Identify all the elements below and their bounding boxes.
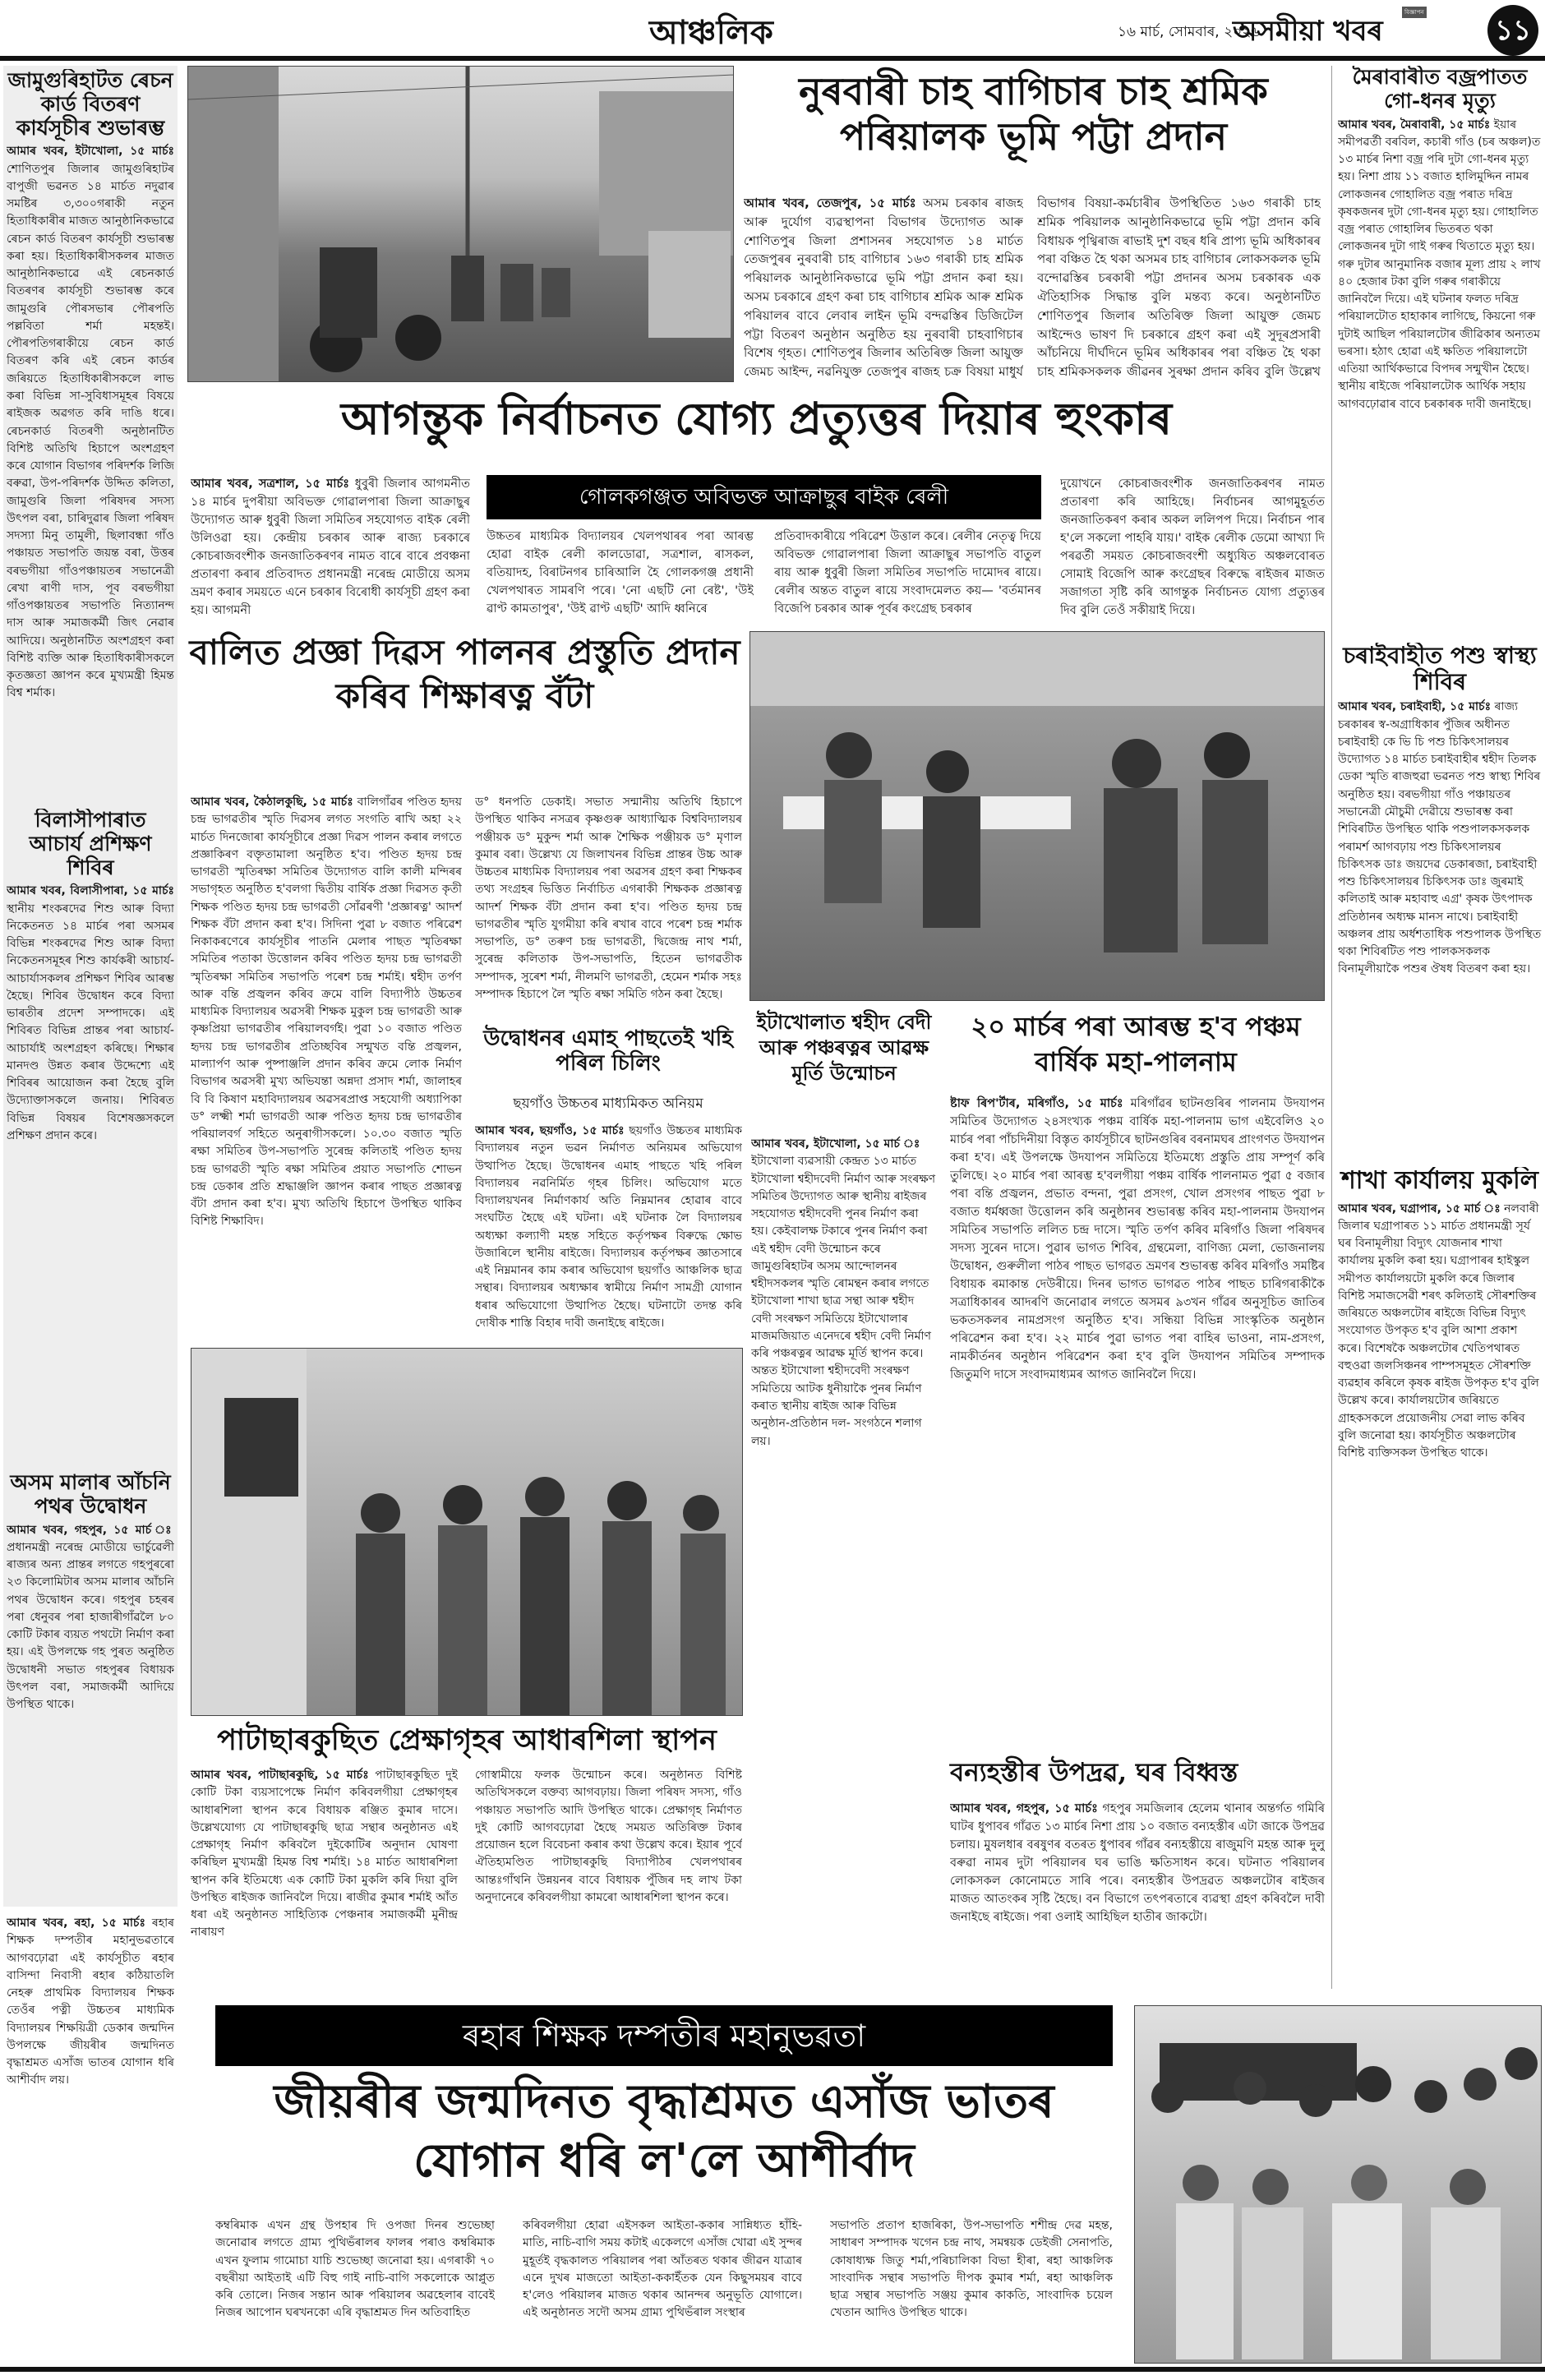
- story-body: অসম চৰকাৰ ৰাজহ আৰু দুৰ্যোগ ব্যৱস্থাপনা বিভাগৰ উদ্যোগত আৰু শোণিতপুৰ জিলা প্ৰশাসনৰ সহযোগত ১৪ মাৰ্চত তেজপুৰৰ নুৰবাৰী চাহ বাগিচাৰ ১৬৩ গৰাকী চাহ শ্ৰমিক পৰিয়ালক আনুষ্ঠানিকভাৱে ভূমি পট্টা প্ৰদান কৰা হয়। অসম চৰকাৰে গ্ৰহণ কৰা চাহ বাগিচাৰ শ্ৰমিক আৰু শ্ৰমিক পৰিয়ালৰ বাবে লেবাৰ লাইন ভূমি বন্দৱস্তিৰ ডিজিটেল পট্টা বিতৰণ অনুষ্ঠান অনুষ্ঠিত হয় নুৰবাৰী চাহবাগিচাৰ বিশেষ গৃহত। শোণিতপুৰ জিলাৰ অতিৰিক্ত জিলা আয়ুক্ত জেমচ আইন্দ, নৱনিযুক্ত তেজপুৰ ৰাজহ চক্ৰ বিষয়া মাধুৰ্য: [744, 196, 1023, 379]
- dateline: আমাৰ খবৰ, ইটাখোলা, ১৫ মাৰ্চ ঃ: [751, 1137, 920, 1151]
- photo-health-camp-image: [750, 632, 1325, 1001]
- story-auditorium-col2: গোস্বামীয়ে ফলক উন্মোচন কৰে। অনুষ্ঠানত বিশিষ্ট অতিথিসকলে বক্তব্য আগবঢ়ায়। জিলা পৰিষদ সদস্য, গাঁও পঞ্চায়ত সভাপতি আদি উপস্থিত থাকে। প্ৰেক্ষাগৃহ নিৰ্মাণত দুই কোটি আগবঢ়োৱা হৈছে সময়ত অতিৰিক্ত টকাৰ প্ৰয়োজন হলে বিবেচনা কৰাৰ কথা উল্লেখ কৰে। ইয়াৰ পূৰ্বে ঐতিহ্যমণ্ডিত পাটাছাৰকুছি বিদ্যাপীঠৰ খেলপথাৰৰ আন্তঃগাঁথনি উন্নয়নৰ বাবে বিধায়ক পুঁজিৰ দহ লাখ টকা অনুদানেৰে কৰিবলগীয়া কামৰো আধাৰশিলা স্থাপন কৰে।: [475, 1769, 742, 1904]
- banner-teacher-couple: ৰহাৰ শিক্ষক দম্পতীৰ মহানুভৱতা: [215, 2005, 1113, 2066]
- story-old-age-col1: কম্বৰিমাক এখন গ্ৰন্থ উপহাৰ দি ওপজা দিনৰ শুভেচ্ছা জনোৱাৰ লগতে গ্ৰাম্য পুথিভঁৰালৰ ফালৰ পৰাও কম্বৰিমাক এখন ফুলাম গামোচা যাচি শুভেচ্ছা জনোৱা হয়। এগৰাকী ৭০ বছৰীয়া আইতাই এটি বিহু গাই নাচি-বাগি সকলোকে আপ্লুত কৰি তোলে। নিজৰ সন্তান আৰু পৰিয়ালৰ অৱহেলাৰ বাবেই নিজৰ আপোন ঘৰখনকো এৰি বৃদ্ধাশ্ৰমত দিন অতিবাহিত: [215, 2219, 495, 2320]
- story-body: নলবাৰী জিলাৰ ঘগ্ৰাপাৰত ১১ মাৰ্চত প্ৰধানমন্ত্ৰী সূৰ্য ঘৰ বিনামূলীয়া বিদ্যুৎ যোজনাৰ শাখা কাৰ্যালয় মুকলি কৰা হয়। ঘগ্ৰাপাৰৰ হাইস্কুল সমীপত কাৰ্যালয়টো মুকলি কৰে জিলাৰ বিশিষ্ট সমাজসেৱী শৰৎ কলিতাই সৌৰশক্তিৰ জৰিয়তে অঞ্চলটোৰ ৰাইজে বিভিন্ন বিদ্যুৎ সংযোগত উপকৃত হ'ব বুলি আশা প্ৰকাশ কৰে। বিশেষকৈ অঞ্চলটোৰ খেতিপথাৰত বহুওৱা জলসিঞ্চনৰ পাম্পসমূহত সৌৰশক্তি ব্যৱহাৰ কৰিলে কৃষক ৰাইজ উপকৃত হ'ব বুলি উল্লেখ কৰে। কাৰ্যালয়টোৰ জৰিয়তে গ্ৰাহকসকলে প্ৰয়োজনীয় সেৱা লাভ কৰিব বুলি জনোৱা হয়। কাৰ্যসূচীত অঞ্চলটোৰ বিশিষ্ট ব্যক্তিসকল উপস্থিত থাকে।: [1338, 1202, 1539, 1460]
- story-election-col4: দুয়োখনে কোচৰাজবংশীক জনজাতিকৰণৰ নামত প্ৰতাৰণা কৰি আহিছে। নিৰ্বাচনৰ আগমুহূৰ্তত জনজাতিকৰণ কৰাৰ অকল ললিপপ দিয়ে। নিৰ্বাচন পাৰ হ'লে সকলো পাহৰি যায়।' বাইক ৰেলীক ডেমো আখ্যা দি পৰৱৰ্তী সময়ত কোচৰাজবংশী অধ্যুষিত অঞ্চলবোৰত সোমাই বিজেপি আৰু কংগ্ৰেছৰ বিৰুদ্ধে ৰাইজৰ মাজত সজাগতা সৃষ্টি কৰি আগন্তুক নিৰ্বাচনত যোগ্য প্ৰত্যুত্তৰ দিব বুলি তেওঁ সকীয়াই দিয়ে।: [1060, 477, 1325, 618]
- story-ration-card: [7, 69, 174, 800]
- photo-health-camp: [749, 631, 1325, 1001]
- subheadline-bike-rally: গোলকগঞ্জত অবিভক্ত আক্ৰাছুৰ বাইক ৰেলী: [487, 475, 1041, 519]
- subheadline-ceiling: ছয়গাঁও উচ্চতৰ মাধ্যমিকত অনিয়ম: [513, 1095, 703, 1112]
- footer-rule: [0, 2367, 1545, 2372]
- story-body: শোণিতপুৰ জিলাৰ জামুগুৰিহাটৰ বাপুজী ভৱনত ১৪ মাৰ্চত নদুৱাৰ সমষ্টিৰ ৩,৩০০গৰাকী নতুন হিতাধিকাৰীৰ মাজত আনুষ্ঠানিকভাৱে ৰেচন কাৰ্ড বিতৰণ কাৰ্যসূচী শুভাৰম্ভ কৰা হয়। হিতাধিকাৰীসকলৰ মাজত আনুষ্ঠানিকভাৱে এই ৰেচনকাৰ্ড বিতৰণৰ কাৰ্যসূচী শুভাৰম্ভ কৰে জামুগুৰি পৌৰসভাৰ পৌৰপতি পল্লবিতা শৰ্মা মহন্তই। পৌৰপতিগৰাকীয়ে ৰেচন কাৰ্ড বিতৰণ কৰি এই ৰেচন কাৰ্ডৰ জৰিয়তে হিতাধিকাৰীসকলে লাভ কৰা বিভিন্ন সা-সুবিধাসমূহৰ বিষয়ে ৰাইজক অৱগত কৰি দাঙি ধৰে। ৰেচনকাৰ্ড বিতৰণী অনুষ্ঠানটিত বিশিষ্ট অতিথি হিচাপে অংশগ্ৰহণ কৰে যোগান বিভাগৰ পৰিদৰ্শক লিজি বৰুৱা, উপ-পৰিদৰ্শক উদ্দিত কলিতা, জামুগুৰি জিলা পৰিষদৰ সদস্য উৎপল বৰা, চাৰিদুৱাৰ জিলা পৰিষদ সদস্যা মিনু তামুলী, ছিলাবন্ধা গাঁও পঞ্চায়ত সভাপতি জয়ন্ত বৰা, উত্তৰ বৰভগীয়া গাঁওপঞ্চায়তৰ সভানেত্ৰী ৰেখা ৰাণী দাস, পূব বৰভগীয়া গাঁওপঞ্চায়তৰ সভাপতি নিত্যানন্দ দাস আৰু সমাজকৰ্মী জিৎ নেৱাৰ আদিয়ে। অনুষ্ঠানটিত অংশগ্ৰহণ কৰা বিশিষ্ট ব্যক্তি আৰু হিতাধিকাৰীসকলে কৃতজ্ঞতা জ্ঞাপন কৰে মুখ্যমন্ত্ৰী হিমন্ত বিশ্ব শৰ্মাক।: [7, 162, 174, 700]
- photo-foundation-stone: [191, 1348, 743, 1716]
- story-body: পাটাছাৰকুছিত দুই কোটি টকা ব্যয়সাপেক্ষে নিৰ্মাণ কৰিবলগীয়া প্ৰেক্ষাগৃহৰ আধাৰশিলা স্থাপন কৰে বিধায়ক ৰঞ্জিত কুমাৰ দাসে। উল্লেখযোগ্য যে পাটাছাৰকুছি ছাত্ৰ সন্থাৰ অনুষ্ঠানত এই প্ৰেক্ষাগৃহ নিৰ্মাণ কৰিবলৈ দুইকোটিৰ অনুদান ঘোষণা কৰিছিল মুখ্যমন্ত্ৰী হিমন্ত বিশ্ব শৰ্মাই। ১৪ মাৰ্চত আধাৰশিলা স্থাপন কৰি ইতিমধ্যে এক কোটি টকা মুকলি কৰি দিয়া বুলি উপস্থিত ৰাইজক জানিবলৈ দিয়ে। ৰাজীৱ কুমাৰ শৰ্মাই আঁত ধৰা এই অনুষ্ঠানত সাহিত্যিক পেঞ্চনাৰ সমাজকৰ্মী মুনীন্দ্ৰ নাৰায়ণ: [191, 1769, 458, 1940]
- dateline: আমাৰ খবৰ, পাটাছাৰকুছি, ১৫ মাৰ্চঃ: [191, 1769, 369, 1782]
- issue-date: ১৬ মাৰ্চ, সোমবাৰ, ২০২৬: [1118, 24, 1261, 40]
- story-palnam-body: [950, 1095, 1325, 1744]
- headline-old-age-home: জীয়ৰীৰ জন্মদিনত বৃদ্ধাশ্ৰমত এসাঁজ ভাতৰ যোগান ধৰি ল'লে আশীৰ্বাদ: [274, 2074, 1054, 2188]
- dateline: আমাৰ খবৰ, ইটাখোলা, ১৫ মাৰ্চঃ: [7, 145, 174, 159]
- story-body: ইয়াৰ সমীপৱৰ্তী বৰবিল, কচাৰী গাঁও (চৰ অঞ্চল)ত ১৩ মাৰ্চৰ নিশা বজ্ৰ পৰি দুটা গো-ধনৰ মৃত্যু হয়। নিশা প্ৰায় ১১ বজাত হালিমুদ্দিন নামৰ লোকজনৰ গোহালিত বজ্ৰ পৰাত দৰিদ্ৰ কৃষকজনৰ দুটা গো-ধনৰ মৃত্যু হয়। গোহালিত বজ্ৰ পৰাত গোহালিৰ ভিতৰত থকা লোকজনৰ দুটা গাই গৰুৰ থিতাতে মৃত্যু হয়। গৰু দুটাৰ আনুমানিক বজাৰ মূল্য প্ৰায় ২ লাখ ৪০ হেজাৰ টকা বুলি গৰুৰ গৰাকীয়ে জানিবলৈ দিয়ে। এই ঘটনাৰ ফলত দৰিদ্ৰ পৰিয়ালটোত হাহাকাৰ লাগিছে, কিয়নো গৰু দুটাই আছিল পৰিয়ালটোৰ জীৱিকাৰ অন্যতম ভৰসা। হঠাৎ হোৱা এই ক্ষতিত পৰিয়ালটো এতিয়া আৰ্থিকভাৱে বিপদৰ সন্মুখীন হৈছে। স্থানীয় ৰাইজে পৰিয়ালটোক আৰ্থিক সহায় আগবঢ়োৱাৰ বাবে চৰকাৰক দাবী জনাইছে।: [1338, 118, 1541, 411]
- dateline: আমাৰ খবৰ, বিলাসীপাৰা, ১৫ মাৰ্চঃ: [7, 884, 174, 898]
- photo-old-age-home-image: [1135, 2006, 1542, 2364]
- story-tea-garden-col2: বিভাগৰ বিষয়া-কৰ্মচাৰীৰ উপস্থিতিত ১৬৩ গৰাকী চাহ শ্ৰমিক পৰিয়ালক আনুষ্ঠানিকভাৱে ভূমি পট্টা প্ৰদান কৰি বিধায়ক পৃথ্বিৰাজ ৰাভাই দুশ বছৰ ধৰি প্ৰাপ্য ভূমি অধিকাৰৰ পৰা বঞ্চিত হৈ থকা অসমৰ চাহ বাগিচাৰ লোকসকলক ভূমি বন্দোৱস্তিৰ চৰকাৰী পট্টা প্ৰদানৰ অসম চৰকাৰক এক ঐতিহাসিক সিদ্ধান্ত বুলি মন্তব্য কৰে। অনুষ্ঠানটিত শোণিতপুৰ জিলাৰ অতিৰিক্ত জিলা আয়ুক্ত জেমচ আইন্দেও ভাষণ দি চৰকাৰে গ্ৰহণ কৰা এই সুদূৰপ্ৰসাৰী আঁচনিয়ে দীৰ্ঘদিনে ভূমিৰ অধিকাৰৰ পৰা বঞ্চিত হৈ থকা চাহ শ্ৰমিকসকলক জীৱনৰ সুৰক্ষা প্ৰদান কৰিব বুলি উল্লেখ: [1037, 196, 1321, 379]
- story-body: ইটাখোলা ব্যৱসায়ী কেন্দ্ৰত ১৩ মাৰ্চত ইটাখোলা শ্বহীদবেদী নিৰ্মাণ আৰু সংৰক্ষণ সমিতিৰ উদ্যোগত আৰু স্থানীয় ৰাইজৰ সহযোগত শ্বহীদবেদী পুনৰ নিৰ্মাণ কৰা হয়। কেইবালক্ষ টকাৰে পুনৰ নিৰ্মাণ কৰা এই শ্বহীদ বেদী উন্মোচন কৰে জামুগুৰিহাটৰ অসম আন্দোলনৰ শ্বহীদসকলৰ স্মৃতি ৰোমন্থন কৰাৰ লগতে ইটাখোলা শাখা ছাত্ৰ সন্থা আৰু শ্বহীদ বেদী সংৰক্ষণ সমিতিয়ে ইটাখোলাৰ মাজমজিয়াত এনেদৰে শ্বহীদ বেদী নিৰ্মাণ কৰি পঞ্চৰত্নৰ আৱক্ষ মূৰ্তি স্থাপন কৰে। অন্তত ইটাখোলা শ্বহীদবেদী সংৰক্ষণ সমিতিয়ে আটক ধুনীয়াকৈ পুনৰ নিৰ্মাণ কৰাত স্থানীয় ৰাইজ আৰু বিভিন্ন অনুষ্ঠান-প্ৰতিষ্ঠান দল- সংগঠনে শলাগ লয়।: [751, 1155, 936, 1448]
- headline-auditorium: পাটাছাৰকুছিত প্ৰেক্ষাগৃহৰ আধাৰশিলা স্থাপন: [217, 1723, 717, 1757]
- story-body: বালিগাঁৱৰ পণ্ডিত হৃদয় চন্দ্ৰ ভাগৱতীৰ স্মৃতি দিৱসৰ লগত সংগতি ৰাখি অহা ২২ মাৰ্চত দিনজোৰা কাৰ্যসূচীৰে প্ৰজ্ঞা দিৱস পালন কৰাৰ লগতে প্ৰজ্ঞাকিৰণ বক্তৃতামালা অনুষ্ঠিত হ'ব। পণ্ডিত হৃদয় চন্দ্ৰ ভাগৱতী স্মৃতিৰক্ষা সমিতিৰ উদ্যোগত বালি কালী মন্দিৰৰ সভাগৃহত অনুষ্ঠিত হ'বলগা দ্বিতীয় বাৰ্ষিক প্ৰজ্ঞা দিৱসত কৃতী শিক্ষক পণ্ডিত হৃদয় চন্দ্ৰ ভাগৱতী সোঁৱৰণী 'প্ৰজ্ঞাৰত্ন' আদৰ্শ শিক্ষক বঁটা প্ৰদান কৰা হ'ব। সিদিনা পুৱা ৮ বজাত পৰিৱেশ নিকাকৰণেৰে কাৰ্যসূচীৰ পাতনি মেলাৰ পাছত স্মৃতিৰক্ষা সমিতিৰ পতাকা উত্তোলন কৰিব পণ্ডিত হৃদয় চন্দ্ৰ ভাগৱতী স্মৃতিৰক্ষা সমিতিৰ সভাপতি পৰেশ চন্দ্ৰ শৰ্মাই। শ্বহীদ তৰ্পণ আৰু বন্তি প্ৰজ্বলন কৰিব ক্ৰমে বালি বিদ্যাপীঠ উচ্চতৰ মাধ্যমিক বিদ্যালয়ৰ অৱসৰী শিক্ষক মুকুল চন্দ্ৰ ভাগৱতী আৰু কৃষ্ণপ্ৰিয়া ভাগৱতীৰ পৰিয়ালবৰ্গই। পুৱা ১০ বজাত পণ্ডিত হৃদয় চন্দ্ৰ ভাগৱতীৰ প্ৰতিচ্ছবিৰ সন্মুখত বন্তি প্ৰজ্বলন, মাল্যাৰ্পণ আৰু পুষ্পাঞ্জলি প্ৰদান কৰিব ক্ৰমে লোক নিৰ্মাণ বিভাগৰ অৱসৰী মুখ্য অভিযন্তা অন্নদা প্ৰসাদ শৰ্মা, জালাহৰ বি বি কিষাণ মহাবিদ্যালয়ৰ অৱসৰপ্ৰাপ্ত সহযোগী অধ্যাপিকা ড° লক্ষ্মী শৰ্মা ভাগৱতী আৰু পণ্ডিত হৃদয় চন্দ্ৰ ভাগৱতীৰ পৰিয়ালবৰ্গ সহিতে অনুৰাগীসকলে। ১০.৩০ বজাত স্মৃতি ৰক্ষা সমিতিৰ উপ-সভাপতি সুৰেন্দ্ৰ কলিতাই পণ্ডিত হৃদয় চন্দ্ৰ ভাগৱতী স্মৃতি ৰক্ষা সমিতিৰ প্ৰয়াত সভাপতি শোভন চন্দ্ৰ ডেকাৰ প্ৰতি শ্ৰদ্ধাঞ্জলি জ্ঞাপন কৰাৰ পাছত প্ৰজ্ঞাৰত্ন বঁটা প্ৰদান কৰা হ'ব। মুখ্য অতিথি হিচাপে উপস্থিত থাকিব বিশিষ্ট শিক্ষাবিদ।: [191, 796, 462, 1229]
- story-prajna-col2: ড° ধনপতি ডেকাই। সভাত সন্মানীয় অতিথি হিচাপে উপস্থিত থাকিব নসত্ৰৰ কৃষ্ণগুৰু আধ্যাত্মিক বিশ্ববিদ্যালয়ৰ পঞ্জীয়ক ড° মুকুন্দ শৰ্মা আৰু শৈক্ষিক পঞ্জীয়ক ড° মৃণাল কুমাৰ বৰা। উল্লেখ্য যে জিলাখনৰ বিভিন্ন প্ৰান্তৰ উচ্চ আৰু উচ্চতৰ মাধ্যমিক বিদ্যালয়ৰ পৰা অৱসৰ গ্ৰহণ কৰা শিক্ষকৰ তথ্য সংগ্ৰহৰ ভিত্তিত নিৰ্বাচিত এগৰাকী শিক্ষকক প্ৰজ্ঞাৰত্ন আদৰ্শ শিক্ষক বঁটা প্ৰদান কৰা হ'ব। পণ্ডিত হৃদয় চন্দ্ৰ ভাগৱতীৰ স্মৃতি যুগমীয়া কৰি ৰখাৰ বাবে পৰেশ চন্দ্ৰ শৰ্মাক সভাপতি, ড° তৰুণ চন্দ্ৰ ভাগৱতী, দ্বিজেন্দ্ৰ নাথ শৰ্মা, সুৰেন্দ্ৰ কলিতাক উপ-সভাপতি, হিতেন ভাগৱতীক সম্পাদক, সুৰেশ শৰ্মা, নীলমণি ভাগৱতী, হেমেন শৰ্মাক সহঃ সম্পাদক হিচাপে লৈ স্মৃতি ৰক্ষা সমিতি গঠন কৰা হৈছে।: [475, 796, 742, 1001]
- dateline: আমাৰ খবৰ, তেজপুৰ, ১৫ মাৰ্চঃ: [744, 196, 916, 210]
- story-branch-office: [1338, 1167, 1542, 1989]
- story-body: মৰিগাঁৱৰ ছাটনগুৰিৰ পালনাম উদযাপন সমিতিৰ উদ্যোগত ২৪সংখ্যক পঞ্চম বাৰ্ষিক মহা-পালনাম ভাগ এইবেলিও ২০ মাৰ্চৰ পৰা পাঁচদিনীয়া বিস্তৃত কাৰ্যসূচীৰে ছাটনগুৰিৰ বৰনামঘৰ প্ৰাংগণত উদযাপন কৰা হ'ব। এই উপলক্ষে উদযাপন সমিতিয়ে ইতিমধ্যে প্ৰস্তুতি প্ৰায় সম্পূৰ্ণ কৰি তুলিছে। ২০ মাৰ্চৰ পৰা আৰম্ভ হ'বলগীয়া পঞ্চম বাৰ্ষিক পালনামত পুৱা ৫ বজাৰ পৰা বন্তি প্ৰজ্বলন, প্ৰভাত বন্দনা, পুৱা প্ৰসংগ, খোল প্ৰসংগৰ পাছত পুৱা ৮ বজাত ধৰ্মধ্বজা উত্তোলন কৰি অনুষ্ঠানৰ শুভাৰম্ভ কৰিব মহা-পালনাম উদযাপন সমিতিৰ সভাপতি ললিত চন্দ্ৰ দাসে। স্মৃতি তৰ্পণ কৰিব মৰিগাঁও জিলা পৰিষদৰ সদস্য সুৰেন দাসে। পুৱাৰ ভাগত শিবিৰ, গ্ৰন্থমেলা, বাণিজ্য মেলা, ভোজনালয় উদ্বোধন, গুৰুলীলা পাঠৰ পাছত ভাগৱত ভ্ৰমণৰ শুভাৰম্ভ কৰিব মৰিগাঁও সমষ্টিৰ বিধায়ক ৰমাকান্ত দেউৰীয়ে। দিনৰ ভাগত ভাগৱত পাঠৰ পাছত চাৰিগৰাকীকৈ সত্ৰাধিকাৰৰ আদৰণি জনোৱাৰ লগতে অসমৰ ৯৩খন গাঁৱৰ অনুসূচিত জাতিৰ ভকতসকলৰ নামপ্ৰসংগ অনুষ্ঠিত হ'ব। সন্ধিয়া বিভিন্ন সাংস্কৃতিক অনুষ্ঠান পৰিৱেশন কৰা হ'ব। ২২ মাৰ্চৰ পুৱা ভাগত পৰা বাহিৰ ভাওনা, নাম-প্ৰসংগ, নামকীৰ্তনৰ অনুষ্ঠান পৰিৱেশন কৰা হ'ব বুলি উদযাপন সমিতিৰ সম্পাদক জিতুমণি দাসে সংবাদমাধ্যমৰ আগত জানিবলৈ দিয়ে।: [950, 1097, 1325, 1382]
- story-body: ৰাজ্য চৰকাৰৰ স্ব-অগ্ৰাধিকাৰ পুঁজিৰ অধীনত চৰাইবাহী কে ভি চি পশু চিকিৎসালয়ৰ উদ্যোগত ১৪ মাৰ্চত চৰাইবাহীৰ শ্বহীদ তিলক ডেকা স্মৃতি ৰাজহুৱা ভৱনত পশু স্বাস্থ্য শিবিৰ অনুষ্ঠিত হয়। বৰভগীয়া গাঁও পঞ্চায়তৰ সভানেত্ৰী মৌচুমী দেৱীয়ে শুভাৰম্ভ কৰা শিবিৰটিত উপস্থিত থাকি পশুপালকসকলক পৰামৰ্শ আগবঢ়ায় পশু চিকিৎসালয়ৰ চিকিৎসক ডাঃ জয়দেৱ ডেকাৰজা, চৰাইবাহী পশু চিকিৎসালয়ৰ চিকিৎসক ডাঃ জুৰমাই কলিতাই আৰু মহাবাহু এগ্ৰ' কৃষক উৎপাদক প্ৰতিষ্ঠানৰ অধ্যক্ষ মানস নাথে। চৰাইবাহী অঞ্চলৰ প্ৰায় অৰ্ধশতাধিক পশুপালক উপস্থিত থকা শিবিৰটিত পশু পালকসকলক বিনামূলীয়াকৈ পশুৰ ঔষধ বিতৰণ কৰা হয়।: [1338, 700, 1542, 976]
- brand-tag: বিজ্ঞাপন: [1402, 7, 1427, 18]
- story-election-col3: প্ৰতিবাদকাৰীয়ে পৰিৱেশ উত্তাল কৰে। ৰেলীৰ নেতৃত্ব দিয়ে অবিভক্ত গোৱালপাৰা জিলা আক্ৰাছুৰ সভাপতি বাতুল ৰায় আৰু ধুবুৰী জিলা সমিতিৰ সভাপতি দামোদৰ ৰায়ে। ৰেলীৰ অন্তত বাতুল ৰায়ে সংবাদমেলত কয়— 'বৰ্তমানৰ বিজেপি চৰকাৰ আৰু পূৰ্বৰ কংগ্ৰেছ চৰকাৰ: [774, 530, 1041, 616]
- dateline: আমাৰ খবৰ, ঘগ্ৰাপাৰ, ১৫ মাৰ্চ ঃ: [1338, 1202, 1501, 1215]
- headline: মৈৰাবাৰীত বজ্ৰপাতত গো-ধনৰ মৃত্যু: [1352, 66, 1528, 113]
- section-title: আঞ্চলিক: [649, 13, 773, 52]
- photo-bike-rally-image: [188, 67, 734, 382]
- headline-ceiling-collapse: উদ্বোধনৰ এমাহ পাছতেই খহি পৰিল চিলিং: [483, 1026, 733, 1076]
- headline: চৰাইবাহীত পশু স্বাস্থ্য শিবিৰ: [1343, 643, 1537, 696]
- story-animal-health: [1338, 643, 1542, 1152]
- story-elephant-body: [950, 1800, 1325, 1985]
- dateline: আমাৰ খবৰ, কৈঠালকুছি, ১৫ মাৰ্চঃ: [191, 796, 353, 809]
- photo-old-age-home: [1134, 2005, 1542, 2364]
- story-election-col1: [191, 475, 470, 623]
- story-body: স্থানীয় শংকৰদেৱ শিশু আৰু বিদ্যা নিকেতনত ১৪ মাৰ্চৰ পৰা অসমৰ বিভিন্ন শংকৰদেৱ শিশু আৰু বিদ্যা নিকেতনসমূহৰ শিশু কাৰ্যকৰী আচাৰ্য-আচাৰ্যাসকলৰ প্ৰশিক্ষণ শিবিৰ আৰম্ভ হৈছে। শিবিৰ উদ্বোধন কৰে বিদ্যা ভাৰতীৰ প্ৰদেশ সম্পাদকে। এই শিবিৰত বিভিন্ন প্ৰান্তৰ পৰা আচাৰ্য-আচাৰ্যাই অংশগ্ৰহণ কৰিছে। শিক্ষাৰ মানদণ্ড উন্নত কৰাৰ উদ্দেশ্যে এই শিবিৰৰ আয়োজন কৰা হৈছে বুলি উদ্যোক্তাসকলে জনায়। শিবিৰত বিভিন্ন বিষয়ৰ বিশেষজ্ঞসকলে প্ৰশিক্ষণ প্ৰদান কৰে।: [7, 902, 174, 1142]
- brand-logo: অসমীয়া খবৰ: [1233, 15, 1383, 48]
- column-divider: [1331, 66, 1332, 1989]
- headline: বিলাসীপাৰাত আচাৰ্য প্ৰশিক্ষণ শিবিৰ: [29, 809, 152, 879]
- photo-foundation-stone-image: [191, 1349, 743, 1716]
- story-auditorium-col1: [191, 1767, 458, 1985]
- headline: জামুগুৰিহাটত ৰেচন কাৰ্ড বিতৰণ কাৰ্যসূচীৰ শুভাৰম্ভ: [7, 69, 173, 140]
- story-raha-cont: [7, 1915, 174, 2363]
- dateline: আমাৰ খবৰ, ৰহা, ১৫ মাৰ্চঃ: [7, 1916, 145, 1930]
- story-body: গহপুৰ সমজিলাৰ হেলেম থানাৰ অন্তৰ্গত গমিৰি ঘাটৰ ধুপাবৰ গাঁৱত ১৩ মাৰ্চৰ নিশা প্ৰায় ১০ বজাত বন্যহস্তীৰ এটা জাকে উপদ্ৰৱ চলায়। মুষলধাৰ বৰষুণৰ বতৰত ধুপাবৰ গাঁৱৰ বন্যহস্তীয়ে ৰাজুমণি মহন্ত আৰু দুলু বৰুৱা নামৰ দুটা পৰিয়ালৰ ঘৰ ভাঙি ক্ষতিসাধন কৰে। ঘটনাত পৰিয়ালৰ লোকসকল কোনোমতে সাৰি পৰে। বন্যহস্তীৰ উপদ্ৰৱত অঞ্চলটোৰ ৰাইজৰ মাজত আতংকৰ সৃষ্টি হৈছে। বন বিভাগে তৎপৰতাৰে ব্যৱস্থা গ্ৰহণ কৰিবলৈ দাবী জনাইছে ৰাইজে। পৰা ওলাই আহিছিল হাতীৰ জাকটো।: [950, 1802, 1325, 1925]
- headline-wild-elephant: বন্যহস্তীৰ উপদ্ৰৱ, ঘৰ বিধ্বস্ত: [950, 1758, 1238, 1787]
- dateline: আমাৰ খবৰ, ছয়গাঁও, ১৫ মাৰ্চঃ: [475, 1124, 625, 1137]
- masthead: [0, 0, 1545, 58]
- dateline: আমাৰ খবৰ, চৰাইবাহী, ১৫ মাৰ্চঃ: [1338, 700, 1492, 714]
- headline-tea-garden: নুৰবাৰী চাহ বাগিচাৰ চাহ শ্ৰমিক পৰিয়ালক ভূমি পট্টা প্ৰদান: [799, 69, 1268, 159]
- story-body: প্ৰধানমন্ত্ৰী নৰেন্দ্ৰ মোডীয়ে ভাৰ্চুৱেলী ৰাজ্যৰ অন্য প্ৰান্তৰ লগতে গহপুৰৰো ২৩ কিলোমিটাৰ অসম মালাৰ আঁচনি পথৰ উদ্বোধন কৰে। গহপুৰ চহৰৰ পৰা ধেনুবৰ পৰা হাজাৰীগাঁৱলৈ ৮০ কোটি টকাৰ ব্যয়ত পথটো নিৰ্মাণ কৰা হয়। এই উপলক্ষে গহ পুৰত অনুষ্ঠিত উদ্বোধনী সভাত গহপুৰৰ বিধায়ক উৎপল বৰা, সমাজকৰ্মী আদিয়ে উপস্থিত থাকে।: [7, 1540, 174, 1712]
- story-training-camp: [7, 809, 174, 1351]
- story-tea-garden-col1: [744, 194, 1023, 379]
- story-martyr-body: [751, 1136, 936, 1999]
- dateline: ষ্টাফ ৰিপ'ৰ্টাৰ, মৰিগাঁও, ১৫ মাৰ্চঃ: [950, 1097, 1123, 1110]
- headline: শাখা কাৰ্যালয় মুকলি: [1340, 1167, 1539, 1195]
- header-rule: [0, 56, 1545, 61]
- headline-prajna-divas: বালিত প্ৰজ্ঞা দিৱস পালনৰ প্ৰস্তুতি প্ৰদান কৰিব শিক্ষাৰত্ন বঁটা: [189, 632, 740, 716]
- photo-bike-rally: [187, 66, 734, 382]
- story-body: ছয়গাঁও উচ্চতৰ মাধ্যমিক বিদ্যালয়ৰ নতুন ভৱন নিৰ্মাণত অনিয়মৰ অভিযোগ উত্থাপিত হৈছে। উদ্বোধনৰ এমাহ পাছতে খহি পৰিল বিদ্যালয়ৰ নৱনিৰ্মিত গৃহৰ চিলিং। অভিযোগ মতে বিদ্যালয়খনৰ নিৰ্মাণকাৰ্য অতি নিম্নমানৰ হোৱাৰ বাবে সংঘটিত হৈছে এই ঘটনা। এই ঘটনাক লৈ বিদ্যালয়ৰ অধ্যক্ষা কল্যাণী মহন্ত সহিতে কৰ্তৃপক্ষৰ বিৰুদ্ধে ক্ষোভ উজাৰিলে স্থানীয় ৰাইজে। বিদ্যালয়ৰ কৰ্তৃপক্ষৰ জ্ঞাতসাৰে এই নিম্নমানৰ কাম কৰাৰ অভিযোগ ছয়গাঁও আঞ্চলিক ছাত্ৰ সন্থাৰ। বিদ্যালয়ৰ অধ্যক্ষাৰ স্বামীয়ে নিৰ্মাণ সামগ্ৰী যোগান ধৰাৰ অভিযোগো উত্থাপিত হৈছে। ঘটনাটো তদন্ত কৰি দোষীক শাস্তি বিহাৰ দাবী জনাইছে ৰাইজে।: [475, 1124, 742, 1330]
- story-lightning: [1338, 66, 1542, 633]
- dateline: আমাৰ খবৰ, গহপুৰ, ১৫ মাৰ্চঃ: [950, 1802, 1098, 1815]
- headline: অসম মালাৰ আঁচনি পথৰ উদ্বোধন: [10, 1471, 171, 1518]
- dateline: আমাৰ খবৰ, গহপুৰ, ১৫ মাৰ্চ ঃ: [7, 1523, 174, 1537]
- story-old-age-col2: কৰিবলগীয়া হোৱা এইসকল আইতা-ককাৰ সান্নিধ্যত হাঁহি-মাতি, নাচি-বাগি সময় কটাই একেলগে এসাঁজ খোৱা এই সুন্দৰ মুহূৰ্তই বৃদ্ধকালত পৰিয়ালৰ পৰা আঁতৰত থকাৰ জীৱন যাত্ৰাৰ এনে দুখৰ মাজতো আইতা-ককাইঁতক যেন কিছুসময়ৰ বাবে হ'লেও পৰিয়ালৰ মাজত থকাৰ আনন্দৰ অনুভূতি যোগালে। এই অনুষ্ঠানত সদৌ অসম গ্ৰাম্য পুথিভঁৰাল সংস্থাৰ: [523, 2219, 802, 2320]
- story-asom-mala: [7, 1471, 174, 1898]
- story-election-col2: উচ্চতৰ মাধ্যমিক বিদ্যালয়ৰ খেলপথাৰৰ পৰা আৰম্ভ হোৱা বাইক ৰেলী কালডোৱা, সত্ৰশাল, ৰাসকল, বতিয়াদহ, বিৰাটনগৰ চাৰিআলি হৈ গোলকগঞ্জ প্ৰধানী খেলপথাৰত সামৰণি পৰে। 'নো এছটি নো ৰেষ্ট', 'উই ৱাণ্ট কামতাপুৰ', 'উই ৱাণ্ট এছটি' আদি ধ্বনিৰে: [487, 530, 754, 616]
- story-old-age-col3: সভাপতি প্ৰতাপ হাজৰিকা, উপ-সভাপতি শশীন্দ্ৰ দেৱ মহন্ত, সাধাৰণ সম্পাদক খগেন চন্দ্ৰ নাথ, সমন্বয়ক ডেইজী সেনাপতি, কোষাধ্যক্ষ জিতু শৰ্মা,পৰিচালিকা বিভা হীৰা, ৰহা আঞ্চলিক সাংবাদিক সন্থাৰ সভাপতি দীপক কুমাৰ শৰ্মা, ৰহা আঞ্চলিক ছাত্ৰ সন্থাৰ সভাপতি সঞ্জয় কুমাৰ কাকতি, সাংবাদিক চয়েল খেতান আদিও উপস্থিত থাকে।: [830, 2219, 1113, 2320]
- story-body: ধুবুৰী জিলাৰ আগমনীত ১৪ মাৰ্চৰ দুপৰীয়া অবিভক্ত গোৱালপাৰা জিলা আক্ৰাছুৰ উদ্যোগত আৰু ধুবুৰী জিলা সমিতিৰ সহযোগত বাইক ৰেলী উলিওৱা হয়। কেন্দ্ৰীয় চৰকাৰ আৰু ৰাজ্য চৰকাৰে কোচৰাজবংশীক জনজাতিকৰণৰ নামত বাৰে বাৰে প্ৰবঞ্চনা প্ৰতাৰণা কৰাৰ প্ৰতিবাদত প্ৰধানমন্ত্ৰী নৰেন্দ্ৰ মোডীয়ে অসম ভ্ৰমণ কৰাৰ সময়তে এনে চৰকাৰ বিৰোধী কাৰ্যসূচী গ্ৰহণ কৰা হয়। আগমনী: [191, 477, 470, 618]
- page-number-badge: ১১: [1487, 5, 1538, 56]
- headline-election: আগন্তুক নিৰ্বাচনত যোগ্য প্ৰত্যুত্তৰ দিয়াৰ হুংকাৰ: [340, 392, 1173, 445]
- headline-martyr-altar: ইটাখোলাত শ্বহীদ বেদী আৰু পঞ্চৰত্নৰ আৱক্ষ মূৰ্তি উন্মোচন: [756, 1010, 932, 1086]
- dateline: আমাৰ খবৰ, মৈৰাবাৰী, ১৫ মাৰ্চঃ: [1338, 118, 1491, 131]
- dateline: আমাৰ খবৰ, সত্ৰশাল, ১৫ মাৰ্চঃ: [191, 477, 350, 491]
- headline-palnam: ২০ মাৰ্চৰ পৰা আৰম্ভ হ'ব পঞ্চম বাৰ্ষিক মহা-পালনাম: [971, 1011, 1301, 1078]
- story-body: ৰহাৰ শিক্ষক দম্পতীৰ মহানুভৱতাৰে আগবঢ়োৱা এই কাৰ্যসূচীত ৰহাৰ বাসিন্দা নিবাসী ৰহাৰ কঠিয়াতলি নেহৰু প্ৰাথমিক বিদ্যালয়ৰ শিক্ষক তেওঁৰ পত্নী উচ্চতৰ মাধ্যমিক বিদ্যালয়ৰ শিক্ষয়িত্ৰী ডেকাৰ জন্মদিন উপলক্ষে জীয়ৰীৰ জন্মদিনত বৃদ্ধাশ্ৰমত এসাঁজ ভাতৰ যোগান ধৰি আশীৰ্বাদ লয়।: [7, 1916, 174, 2087]
